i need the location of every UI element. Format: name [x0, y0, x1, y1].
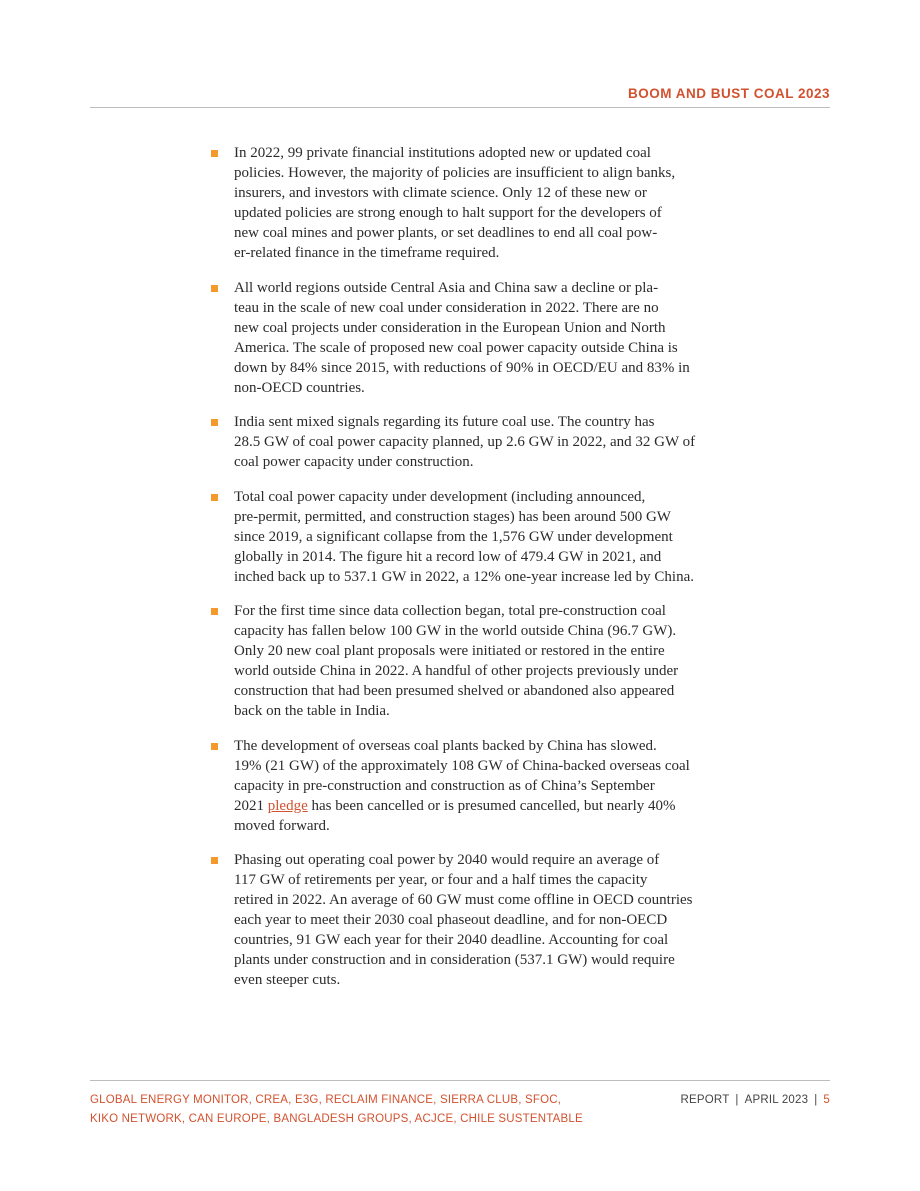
list-item [210, 850, 710, 990]
header-divider [90, 107, 830, 108]
page-number: 5 [823, 1094, 830, 1106]
bullet-text: India sent mixed signals regarding its future coal use. The country has 28.5 GW of coal power capacity planned, up 2.6 GW in 2022, and 32 GW of coal power capacity under construction. [234, 414, 696, 470]
list-item [210, 143, 710, 263]
bullet-text: Total coal power capacity under development (including announced, pre-permit, permitted, and construction stages) has been around 500 GW since 2019, a significant collapse from the 1,576 GW under development globally in 2014. The figure hit a record low of 479.4 GW in 2021, and inched back up to 537.1 GW in 2022, a 12% one-year increase led by China. [234, 488, 695, 585]
running-header-title: BOOM AND BUST COAL 2023 [627, 86, 830, 101]
square-bullet-icon [211, 857, 218, 864]
bullet-text: All world regions outside Central Asia and China saw a decline or pla- teau in the scale of new coal under consideration in 2022. There are no new coal projects under consideration in the European Union and North America. The scale of proposed new coal power capacity outside China is down by 84% since 2015, with reductions of 90% in OECD/EU and 83% in non-OECD countries. [234, 279, 690, 396]
square-bullet-icon [211, 608, 218, 615]
list-item [210, 278, 710, 398]
square-bullet-icon [211, 743, 218, 750]
list-item [210, 487, 710, 587]
footer-page-info [681, 1091, 831, 1110]
bullet-text: Phasing out operating coal power by 2040 would require an average of 117 GW of retirements per year, or four and a half times the capacity retired in 2022. An average of 60 GW must come offline in OECD countries each year to meet their 2030 coal phaseout deadline, and for non-OECD countries, 91 GW each year for their 2040 deadline. Accounting for coal plants under construction and in consideration (537.1 GW) would require even steeper cuts. [234, 852, 693, 988]
bullet-text-before-link: The development of overseas coal plants backed by China has slowed. 19% (21 GW) of the approximately 108 GW of China-backed overseas coal capacity in pre-construction and construction as of China’s September 2021 [234, 737, 690, 814]
list-item [210, 412, 710, 472]
key-findings-list [210, 143, 710, 1005]
list-item [210, 736, 710, 836]
bullet-text-after-link: has been cancelled or is presumed cancelled, but nearly 40% moved forward. [234, 797, 676, 834]
square-bullet-icon [211, 285, 218, 292]
square-bullet-icon [211, 419, 218, 426]
report-label: REPORT [680, 1094, 730, 1106]
footer-authors [90, 1091, 583, 1129]
square-bullet-icon [211, 494, 218, 501]
list-item [210, 601, 710, 721]
footer-divider [90, 1080, 830, 1081]
square-bullet-icon [211, 150, 218, 157]
bullet-text [234, 736, 710, 836]
footer-separator: | [814, 1094, 818, 1106]
footer-separator: | [735, 1094, 739, 1106]
footer-authors-line-2: KIKO NETWORK, CAN EUROPE, BANGLADESH GROUPS, ACJCE, CHILE SUSTENTABLE [90, 1113, 583, 1125]
report-date: APRIL 2023 [744, 1094, 809, 1106]
bullet-text: In 2022, 99 private financial institutions adopted new or updated coal policies. However, the majority of policies are insufficient to align banks, insurers, and investors with climate science. Only 12 of these new or updated policies are strong enough to halt support for the developers of new coal mines and power plants, or set deadlines to end all coal pow- er-related finance in the timeframe required. [234, 145, 676, 261]
pledge-link[interactable]: pledge [267, 797, 308, 814]
footer-authors-line-1: GLOBAL ENERGY MONITOR, CREA, E3G, RECLAIM FINANCE, SIERRA CLUB, SFOC, [90, 1094, 562, 1106]
bullet-text: For the first time since data collection began, total pre-construction coal capacity has fallen below 100 GW in the world outside China (96.7 GW). Only 20 new coal plant proposals were initiated or restored in the entire world outside China in 2022. A handful of other projects previously under construction that had been presumed shelved or abandoned also appeared back on the table in India. [234, 603, 679, 719]
